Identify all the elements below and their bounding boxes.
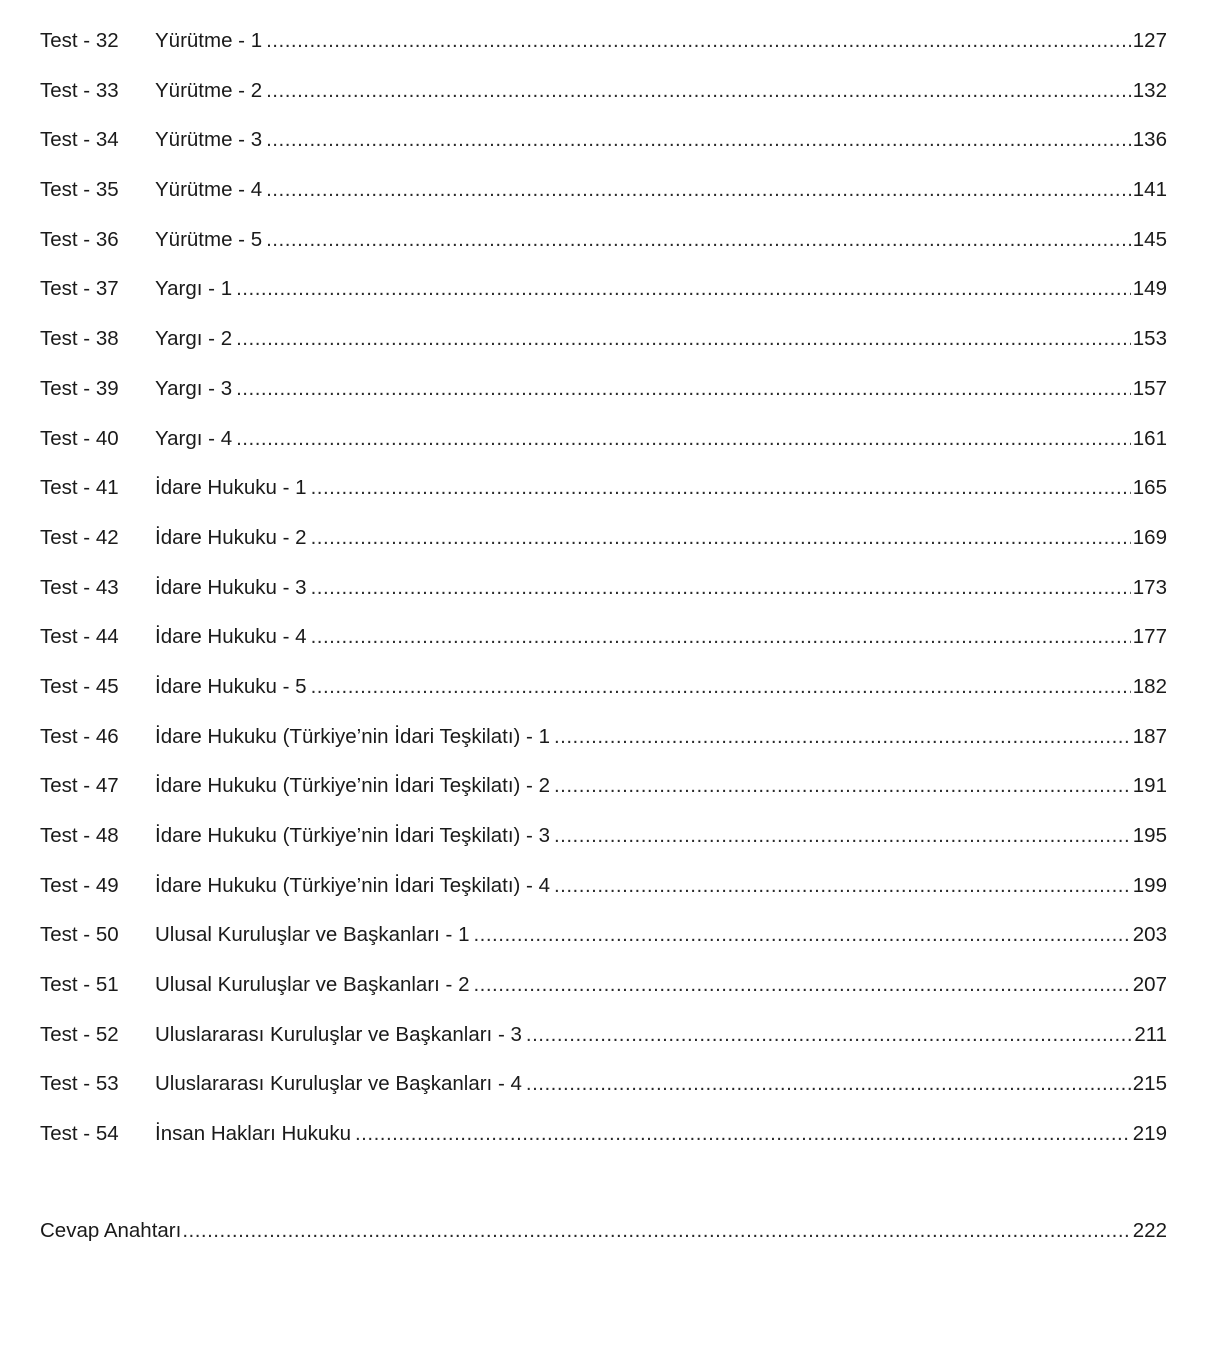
test-title: Yürütme - 4 [155,178,263,202]
test-number: Test - 38 [40,327,119,351]
test-title: Yürütme - 5 [155,227,263,251]
test-number: Test - 36 [40,227,119,251]
test-number: Test - 46 [40,724,119,748]
toc-row [40,1017,1167,1067]
test-number: Test - 43 [40,575,119,599]
test-title: İdare Hukuku - 5 [155,674,307,698]
test-number: Test - 49 [40,873,119,897]
toc-row [40,172,1167,222]
test-number: Test - 50 [40,923,119,947]
page-number: 207 [1132,973,1167,997]
test-title: Uluslararası Kuruluşlar ve Başkanları - 3 [155,1022,522,1046]
test-number: Test - 39 [40,376,119,400]
test-title: Yürütme - 1 [155,29,263,52]
test-number: Test - 53 [40,1072,119,1096]
test-title: Yargı - 4 [155,426,233,450]
toc-row [40,321,1167,371]
test-number: Test - 47 [40,774,119,798]
page-number: 173 [1132,575,1167,599]
test-number: Test - 34 [40,128,119,152]
answer-key-entry [40,1213,1167,1263]
toc-row [40,421,1167,471]
test-title: İdare Hukuku - 3 [155,575,307,599]
toc-row [40,719,1167,769]
test-title: İdare Hukuku (Türkiye’nin İdari Teşkilatı) - 4 [155,873,550,897]
test-number: Test - 48 [40,824,119,847]
toc-row [40,371,1167,421]
page-number: 219 [1132,1122,1167,1146]
dot-leader [554,768,1131,804]
test-number: Test - 35 [40,178,119,202]
toc-row [40,73,1167,123]
test-number: Test - 51 [40,973,119,997]
dot-leader [311,570,1131,606]
dot-leader [182,1213,1130,1249]
page-number: 165 [1132,476,1167,500]
table-of-contents [40,23,1167,1166]
dot-leader [311,520,1131,556]
test-number: Test - 32 [40,29,119,52]
test-number: Test - 44 [40,625,119,649]
dot-leader [526,1017,1132,1053]
toc-row [40,669,1167,719]
dot-leader [526,1066,1131,1102]
dot-leader [473,967,1130,1003]
toc-row [40,520,1167,570]
test-title: Yargı - 3 [155,376,233,400]
page-number: 153 [1132,327,1167,351]
test-number: Test - 52 [40,1022,119,1046]
dot-leader [266,172,1131,208]
answer-key-title: Cevap Anahtarı [40,1219,182,1242]
toc-row [40,967,1167,1017]
test-title: Yargı - 1 [155,277,233,301]
toc-row [40,222,1167,272]
test-title: Yürütme - 2 [155,78,263,102]
test-number: Test - 40 [40,426,119,450]
toc-row [40,271,1167,321]
test-title: Yürütme - 3 [155,128,263,152]
test-title: İdare Hukuku (Türkiye’nin İdari Teşkilatı) - 2 [155,774,550,798]
page-number: 145 [1132,227,1167,251]
toc-row [40,23,1167,73]
test-number: Test - 54 [40,1122,119,1146]
test-number: Test - 33 [40,78,119,102]
test-title: İdare Hukuku (Türkiye’nin İdari Teşkilatı) - 3 [155,824,550,847]
test-title: İdare Hukuku - 2 [155,525,307,549]
test-title: Uluslararası Kuruluşlar ve Başkanları - 4 [155,1072,522,1096]
toc-row [40,570,1167,620]
test-number: Test - 45 [40,674,119,698]
page-number: 149 [1132,277,1167,301]
page-number: 161 [1132,426,1167,450]
toc-row [40,768,1167,818]
page-number: 182 [1132,674,1167,698]
test-title: İnsan Hakları Hukuku [155,1122,351,1146]
dot-leader [236,421,1131,457]
test-title: İdare Hukuku (Türkiye’nin İdari Teşkilatı) - 1 [155,724,550,748]
answer-key-page: 222 [1132,1219,1167,1242]
toc-row [40,619,1167,669]
dot-leader [236,271,1131,307]
page-number: 203 [1132,923,1167,947]
page-number: 199 [1132,873,1167,897]
test-number: Test - 37 [40,277,119,301]
dot-leader [266,73,1131,109]
page-number: 169 [1132,525,1167,549]
toc-row [40,868,1167,918]
test-title: İdare Hukuku - 1 [155,476,307,500]
dot-leader [311,669,1131,705]
page-number: 132 [1132,78,1167,102]
page-number: 187 [1132,724,1167,748]
test-title: Yargı - 2 [155,327,233,351]
dot-leader [355,1116,1131,1152]
page-number: 157 [1132,376,1167,400]
page-number: 215 [1132,1072,1167,1096]
dot-leader [236,371,1131,407]
toc-row [40,470,1167,520]
toc-row [40,1066,1167,1116]
dot-leader [236,321,1131,357]
page-number: 177 [1132,625,1167,649]
toc-row [40,1116,1167,1166]
test-number: Test - 41 [40,476,119,500]
page-number: 141 [1132,178,1167,202]
dot-leader [266,23,1131,59]
dot-leader [266,122,1131,158]
dot-leader [554,818,1131,854]
test-title: Ulusal Kuruluşlar ve Başkanları - 1 [155,923,470,947]
test-number: Test - 42 [40,525,119,549]
toc-row [40,122,1167,172]
test-title: Ulusal Kuruluşlar ve Başkanları - 2 [155,973,470,997]
dot-leader [266,222,1131,258]
dot-leader [473,917,1130,953]
dot-leader [311,470,1131,506]
page-number: 191 [1132,774,1167,798]
toc-row [40,1213,1167,1263]
page-number: 211 [1134,1022,1167,1046]
dot-leader [554,868,1131,904]
page-number: 136 [1132,128,1167,152]
dot-leader [554,719,1131,755]
dot-leader [311,619,1131,655]
page-number: 127 [1132,29,1167,52]
page-number: 195 [1132,824,1167,847]
test-title: İdare Hukuku - 4 [155,625,307,649]
toc-row [40,818,1167,868]
toc-row [40,917,1167,967]
